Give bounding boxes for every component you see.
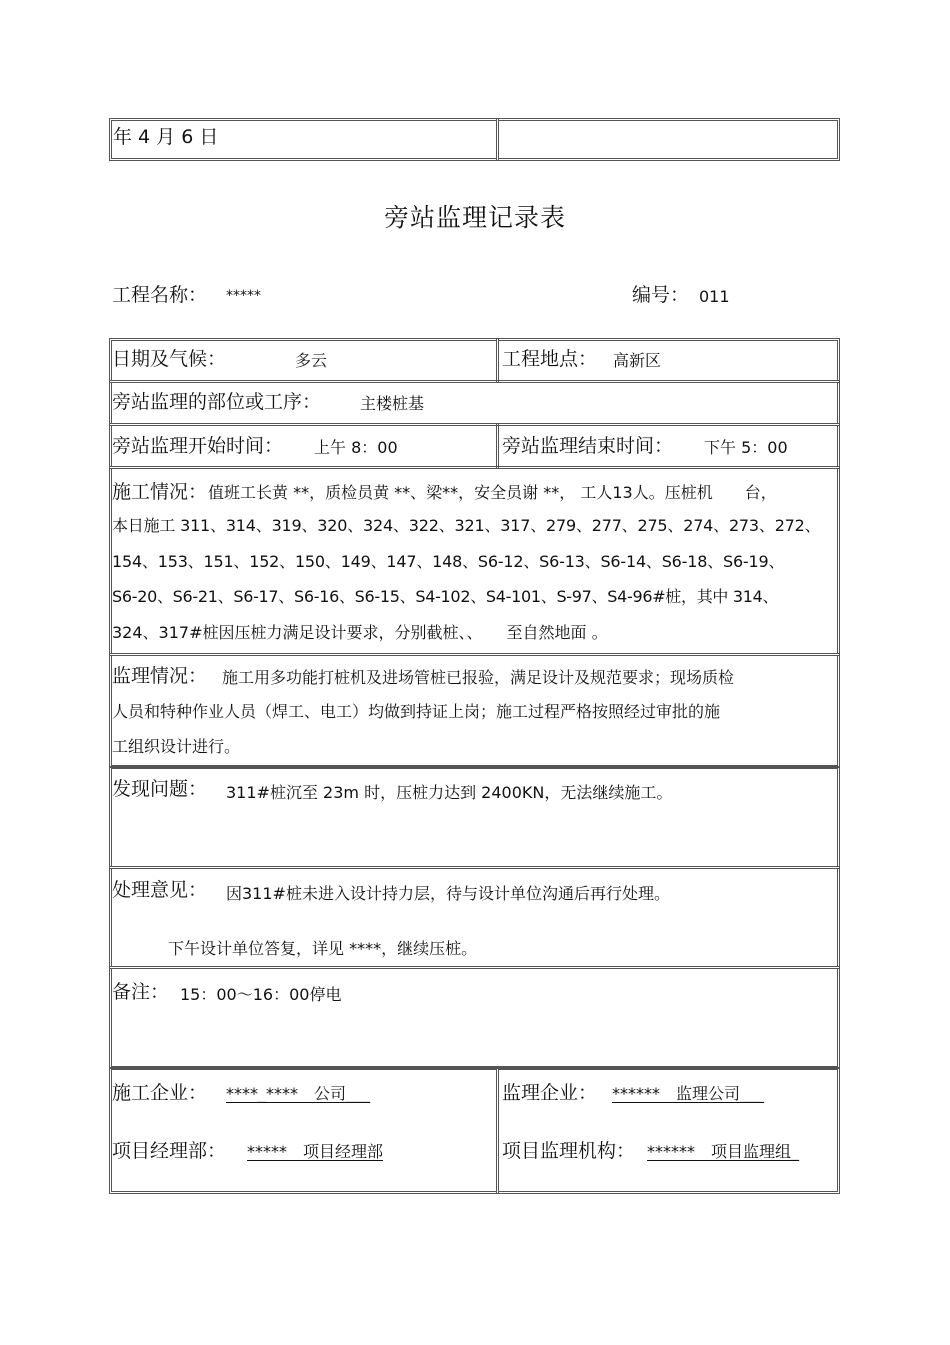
contractor-label: 施工企业： bbox=[112, 1082, 208, 1104]
construction-line-1: 值班工长黄 **，质检员黄 **、梁**，安全员谢 **， 工人13人。压桩机 台， bbox=[208, 483, 777, 502]
handling-label: 处理意见： bbox=[112, 879, 208, 901]
problem-value: 311#桩沉至 23m 时，压桩力达到 2400KN，无法继续施工。 bbox=[226, 783, 673, 802]
date-weather-value: 多云 bbox=[295, 351, 328, 370]
remark-value: 15：00～16：00停电 bbox=[180, 985, 342, 1004]
part-value: 主楼桩基 bbox=[360, 394, 425, 413]
top-date-text: 年 4 月 6 日 bbox=[113, 126, 219, 148]
construction-line-5: 324、317#桩因压桩力满足设计要求，分别截桩、、 至自然地面 。 bbox=[112, 623, 608, 642]
start-time-label: 旁站监理开始时间： bbox=[112, 435, 284, 457]
number-value: 011 bbox=[699, 287, 730, 306]
project-name-label: 工程名称： bbox=[112, 284, 208, 306]
contractor-value: ****_**** 公司___ bbox=[226, 1084, 371, 1103]
top-empty-cell bbox=[496, 118, 840, 161]
construction-label: 施工情况： bbox=[112, 481, 208, 503]
construction-line-4: S6-20、S6-21、S6-17、S6-16、S6-15、S4-102、S4-101、S-97、S4-96#桩，其中 314、 bbox=[112, 587, 779, 606]
pm-value: ***** 项目经理部 bbox=[247, 1142, 384, 1161]
supervisor-label: 监理企业： bbox=[502, 1082, 598, 1104]
supervision-line-2: 人员和特种作业人员（焊工、电工）均做到持证上岗；施工过程严格按照经过审批的施 bbox=[112, 702, 721, 721]
construction-line-2: 本日施工 311、314、319、320、324、322、321、317、279、277、275、274、273、272、 bbox=[112, 516, 821, 535]
location-label: 工程地点： bbox=[502, 348, 598, 370]
start-time-value: 上午 8：00 bbox=[314, 438, 398, 457]
supervision-org-label: 项目监理机构： bbox=[502, 1140, 636, 1162]
location-value: 高新区 bbox=[613, 351, 662, 370]
supervision-label: 监理情况： bbox=[112, 665, 208, 687]
part-label: 旁站监理的部位或工序： bbox=[112, 391, 322, 413]
remark-label: 备注： bbox=[112, 981, 170, 1003]
project-name-value: ***** bbox=[226, 288, 261, 304]
problem-label: 发现问题： bbox=[112, 778, 208, 800]
date-weather-label: 日期及气候： bbox=[112, 348, 227, 370]
remark-cell bbox=[109, 966, 840, 1069]
supervision-line-3: 工组织设计进行。 bbox=[112, 737, 241, 756]
supervision-org-value: ****** 项目监理组_ bbox=[647, 1142, 800, 1161]
construction-line-3: 154、153、151、152、150、149、147、148、S6-12、S6-13、S6-14、S6-18、S6-19、 bbox=[112, 552, 785, 571]
supervision-line-1: 施工用多功能打桩机及进场管桩已报验，满足设计及规范要求；现场质检 bbox=[222, 668, 735, 687]
supervisor-value: ****** 监理公司___ bbox=[612, 1084, 765, 1103]
end-time-label: 旁站监理结束时间： bbox=[502, 435, 674, 457]
pm-label: 项目经理部： bbox=[112, 1140, 227, 1162]
number-label: 编号： bbox=[632, 284, 690, 306]
handling-line-2: 下午设计单位答复，详见 ****，继续压桩。 bbox=[168, 939, 478, 958]
problem-cell bbox=[109, 766, 840, 869]
page-title: 旁站监理记录表 bbox=[383, 203, 566, 232]
handling-line-1: 因311#桩未进入设计持力层，待与设计单位沟通后再行处理。 bbox=[226, 884, 670, 903]
end-time-value: 下午 5：00 bbox=[704, 438, 788, 457]
